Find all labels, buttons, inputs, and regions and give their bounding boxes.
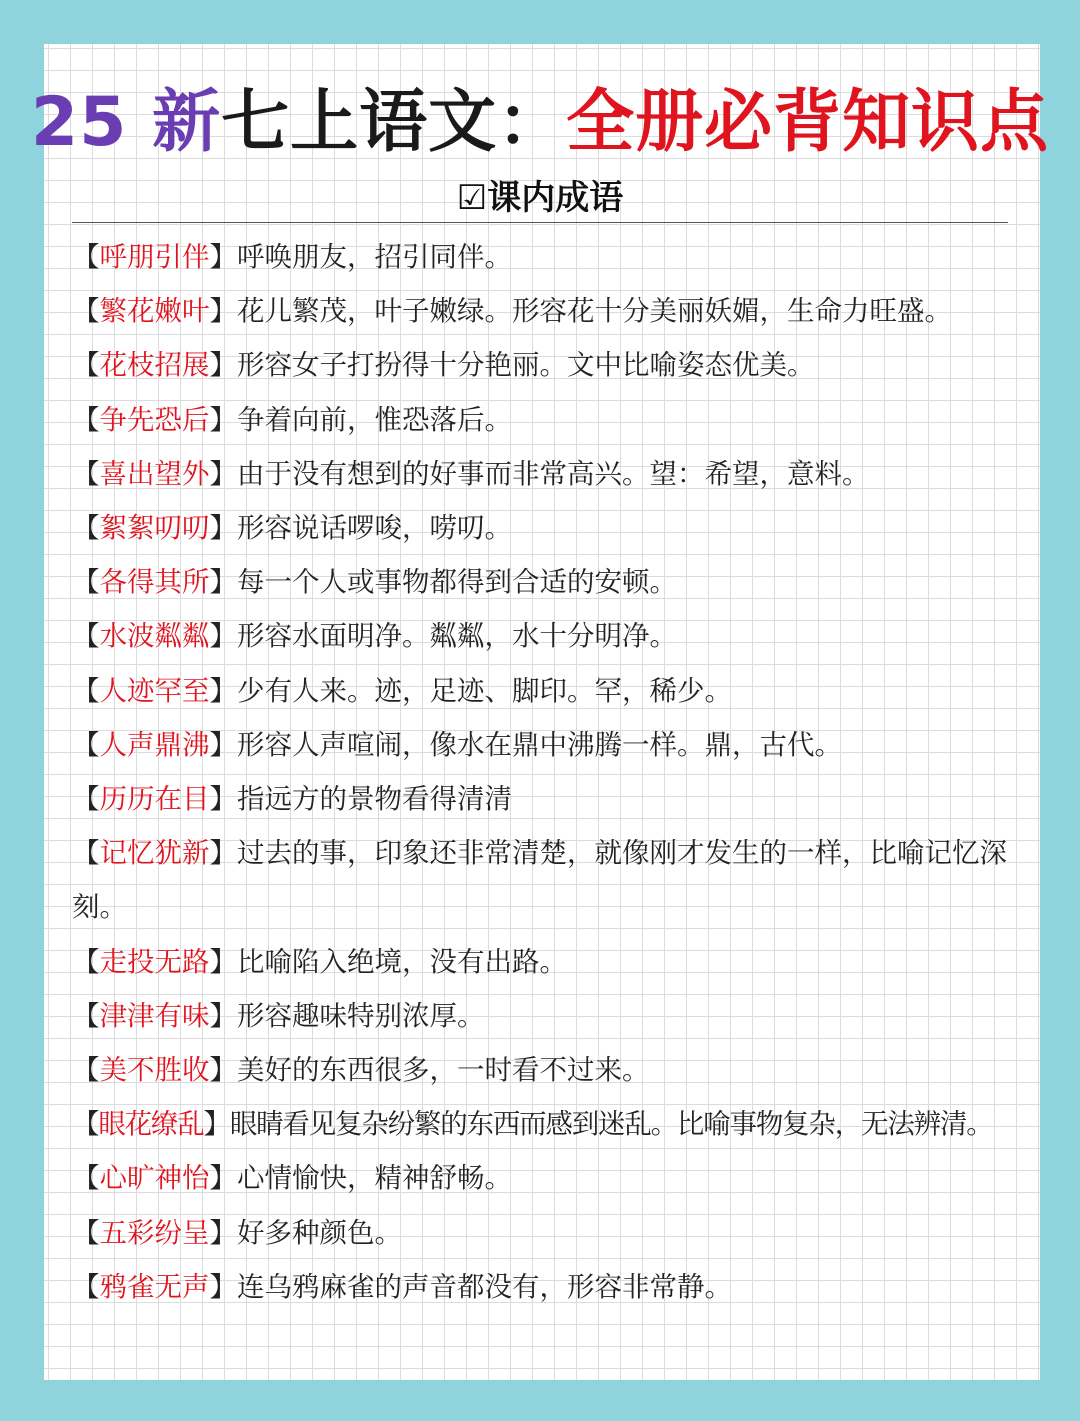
idiom-entry: 【美不胜收】美好的东西很多，一时看不过来。 bbox=[72, 1054, 650, 1087]
idiom-definition: 每一个人或事物都得到合适的安顿。 bbox=[237, 566, 677, 599]
idiom-entry: 【喜出望外】由于没有想到的好事而非常高兴。望：希望，意料。 bbox=[72, 457, 870, 490]
page-title bbox=[0, 78, 1080, 168]
idiom-term: 历历在目 bbox=[99, 783, 210, 816]
idiom-definition: 比喻陷入绝境，没有出路。 bbox=[237, 945, 567, 978]
idiom-term: 美不胜收 bbox=[99, 1054, 210, 1087]
idiom-definition: 形容趣味特别浓厚。 bbox=[237, 999, 485, 1032]
idiom-definition: 连乌鸦麻雀的声音都没有，形容非常静。 bbox=[237, 1270, 732, 1303]
idiom-entry: 【津津有味】形容趣味特别浓厚。 bbox=[72, 999, 485, 1032]
idiom-entry: 【走投无路】比喻陷入绝境，没有出路。 bbox=[72, 945, 567, 978]
idiom-entry: 【水波粼粼】形容水面明净。粼粼，水十分明净。 bbox=[72, 620, 677, 653]
idiom-term: 人声鼎沸 bbox=[99, 728, 210, 761]
idiom-term: 呼朋引伴 bbox=[99, 241, 210, 273]
title-part-grade: 25 新 bbox=[30, 83, 222, 162]
idiom-definition: 少有人来。迹，足迹、脚印。罕，稀少。 bbox=[237, 674, 732, 707]
idiom-definition: 过去的事，印象还非常清楚，就像刚才发生的一样，比喻记忆深刻。 bbox=[72, 837, 1007, 924]
idiom-definition: 形容人声喧闹，像水在鼎中沸腾一样。鼎，古代。 bbox=[237, 728, 842, 761]
idiom-entry: 【历历在目】指远方的景物看得清清 bbox=[72, 783, 512, 816]
idiom-term: 水波粼粼 bbox=[99, 620, 210, 653]
idiom-entry: 【记忆犹新】过去的事，印象还非常清楚，就像刚才发生的一样，比喻记忆深刻。 bbox=[72, 837, 1007, 924]
title-part-topic: 全册必背知识点 bbox=[566, 83, 1050, 162]
idiom-definition: 由于没有想到的好事而非常高兴。望：希望，意料。 bbox=[237, 457, 870, 490]
idiom-entry: 【鸦雀无声】连乌鸦麻雀的声音都没有，形容非常静。 bbox=[72, 1270, 732, 1303]
idiom-term: 五彩纷呈 bbox=[99, 1216, 210, 1249]
idiom-entry: 【呼朋引伴】呼唤朋友，招引同伴。 bbox=[72, 241, 512, 273]
idiom-entry: 【人声鼎沸】形容人声喧闹，像水在鼎中沸腾一样。鼎，古代。 bbox=[72, 728, 842, 761]
idiom-entry: 【五彩纷呈】好多种颜色。 bbox=[72, 1216, 402, 1249]
idiom-term: 心旷神怡 bbox=[99, 1162, 210, 1195]
idiom-definition: 好多种颜色。 bbox=[237, 1216, 402, 1249]
idiom-definition: 指远方的景物看得清清 bbox=[237, 783, 512, 816]
idiom-term: 各得其所 bbox=[99, 566, 210, 599]
idiom-term: 花枝招展 bbox=[99, 349, 210, 382]
idiom-definition: 美好的东西很多，一时看不过来。 bbox=[237, 1054, 650, 1087]
title-part-subject: 七上语文： bbox=[221, 83, 567, 162]
idiom-term: 鸦雀无声 bbox=[99, 1270, 210, 1303]
idiom-definition: 眼睛看见复杂纷繁的东西而感到迷乱。比喻事物复杂，无法辨清。 bbox=[229, 1108, 993, 1141]
idiom-term: 记忆犹新 bbox=[99, 837, 210, 870]
idiom-term: 津津有味 bbox=[99, 999, 210, 1032]
idiom-term: 争先恐后 bbox=[99, 403, 210, 436]
idiom-term: 走投无路 bbox=[99, 945, 210, 978]
idiom-definition: 争着向前，惟恐落后。 bbox=[237, 403, 512, 436]
idiom-term: 繁花嫩叶 bbox=[99, 295, 210, 328]
section-title: ☑课内成语 bbox=[456, 178, 624, 218]
idiom-entry: 【花枝招展】形容女子打扮得十分艳丽。文中比喻姿态优美。 bbox=[72, 349, 815, 382]
idiom-entry: 【人迹罕至】少有人来。迹，足迹、脚印。罕，稀少。 bbox=[72, 674, 732, 707]
idiom-definition: 形容女子打扮得十分艳丽。文中比喻姿态优美。 bbox=[237, 349, 815, 382]
idiom-entry: 【心旷神怡】心情愉快，精神舒畅。 bbox=[72, 1162, 512, 1195]
idiom-definition: 心情愉快，精神舒畅。 bbox=[237, 1162, 512, 1195]
idiom-entry: 【各得其所】每一个人或事物都得到合适的安顿。 bbox=[72, 566, 677, 599]
idiom-definition: 形容说话啰唆，唠叨。 bbox=[237, 512, 512, 545]
idiom-entry: 【繁花嫩叶】花儿繁茂，叶子嫩绿。形容花十分美丽妖媚，生命力旺盛。 bbox=[72, 295, 952, 328]
idiom-entry: 【争先恐后】争着向前，惟恐落后。 bbox=[72, 403, 512, 436]
idiom-list bbox=[72, 230, 1012, 1314]
idiom-definition: 花儿繁茂，叶子嫩绿。形容花十分美丽妖媚，生命力旺盛。 bbox=[237, 295, 952, 328]
idiom-term: 絮絮叨叨 bbox=[99, 512, 210, 545]
idiom-definition: 形容水面明净。粼粼，水十分明净。 bbox=[237, 620, 677, 653]
idiom-entry: 【絮絮叨叨】形容说话啰唆，唠叨。 bbox=[72, 512, 512, 545]
idiom-term: 眼花缭乱 bbox=[98, 1108, 204, 1141]
idiom-entry: 【眼花缭乱】眼睛看见复杂纷繁的东西而感到迷乱。比喻事物复杂，无法辨清。 bbox=[72, 1108, 993, 1141]
idiom-term: 喜出望外 bbox=[99, 457, 210, 490]
idiom-term: 人迹罕至 bbox=[99, 674, 210, 707]
idiom-definition: 呼唤朋友，招引同伴。 bbox=[237, 241, 512, 273]
section-divider bbox=[72, 222, 1008, 223]
